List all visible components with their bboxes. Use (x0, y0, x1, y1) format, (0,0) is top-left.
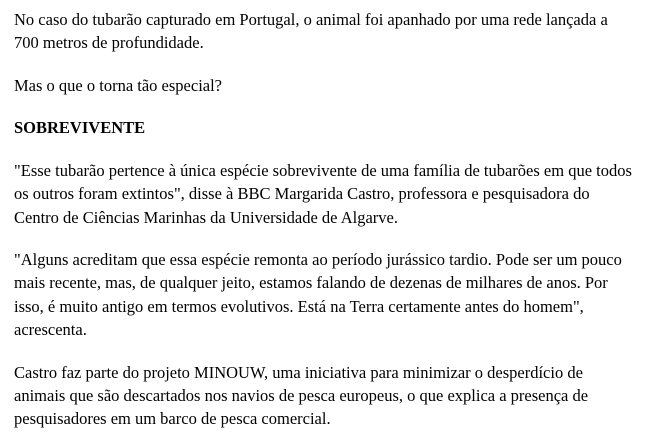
section-heading-sobrevivente: SOBREVIVENTE (14, 118, 146, 138)
paragraph-quote-jurassic: "Alguns acreditam que essa espécie remonta ao período jurássico tardio. Pode ser um pouco mais recente, mas, de qualquer jeito, estamos falando de dezenas de milhares de anos. Por isso, é muito antigo em termos evolutivos. Está na Terra certamente antes do homem", acrescenta. (14, 249, 622, 340)
paragraph-minouw-project: Castro faz parte do projeto MINOUW, uma iniciativa para minimizar o desperdício de animais que são descartados nos navios de pesca europeus, o que explica a presença de pesquisadores em um barco de pesca comercial. (14, 362, 589, 429)
paragraph-intro: No caso do tubarão capturado em Portugal, o animal foi apanhado por uma rede lançada a 700 metros de profundidade. (14, 10, 608, 53)
paragraph-quote-species: "Esse tubarão pertence à única espécie sobrevivente de uma família de tubarões em que todos os outros foram extintos", disse à BBC Margarida Castro, professora e pesquisadora do Centro de Ciências Marinhas da Universidade de Algarve. (14, 160, 632, 227)
paragraph-question: Mas o que o torna tão especial? (14, 75, 223, 95)
